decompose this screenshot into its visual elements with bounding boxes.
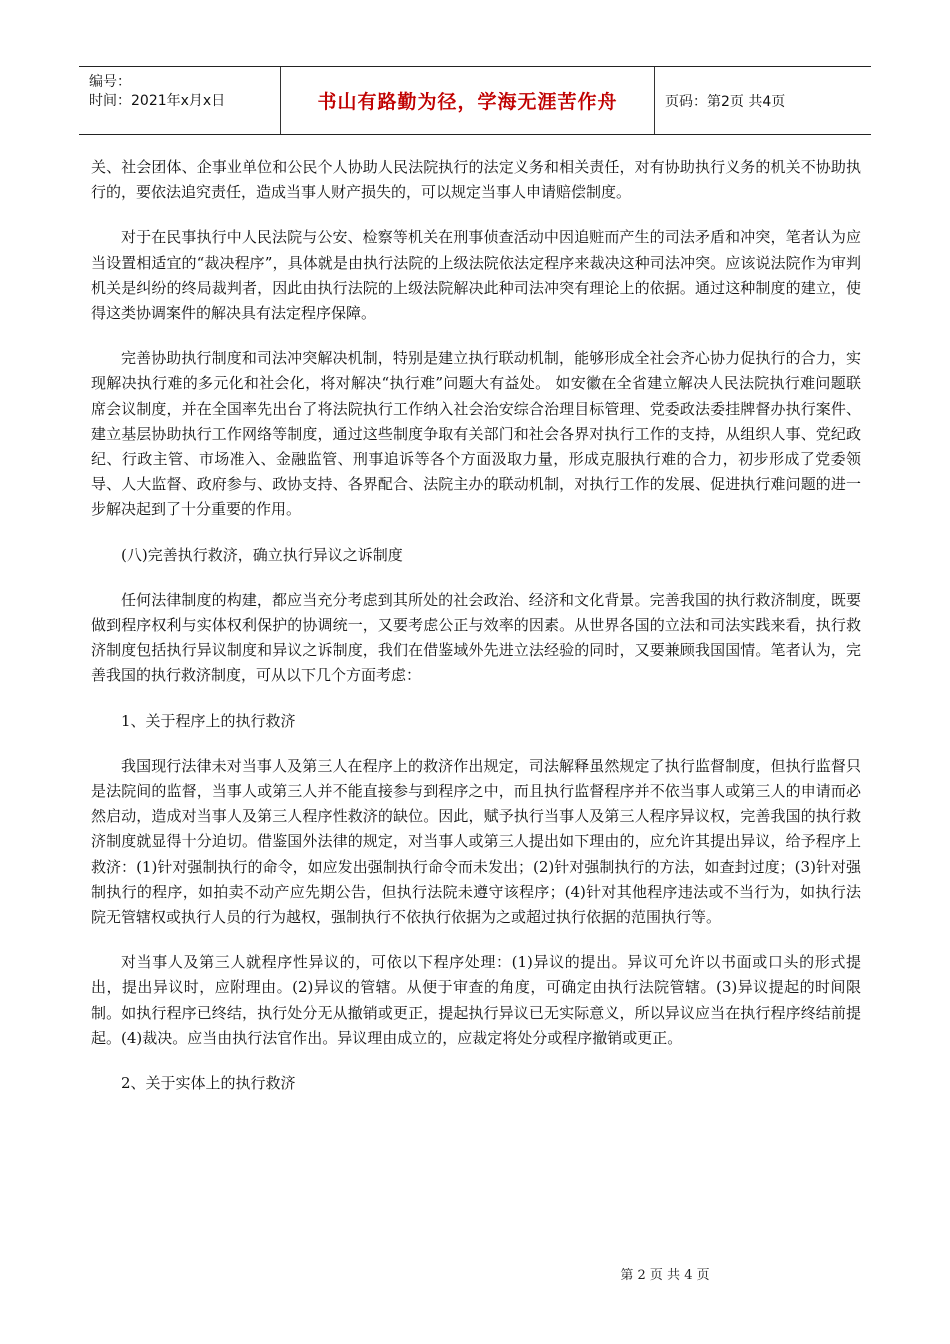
subsection-heading: 1、关于程序上的执行救济	[121, 711, 296, 730]
page-footer: 第 2 页 共 4 页	[620, 1268, 710, 1283]
paragraph: 对当事人及第三人就程序性异议的，可依以下程序处理：(1)异议的提出。异议可允许以书面或口头的形式提出，提出异议时，应附理由。(2)异议的管辖。从便于审查的角度，可确定由执行法院管辖。(3)异议提起的时间限制。如执行程序已终结，执行处分无从撤销或更正，提起执行异议已无实际意义，所以异议应当在执行程序终结前提起。(4)裁决。应当由执行法官作出。异议理由成立的，应裁定将处分或程序撤销或更正。	[91, 953, 861, 1047]
document-number-label: 编号：	[89, 74, 131, 90]
header-motto: 书山有路勤为径，学海无涯苦作舟	[281, 67, 655, 134]
section-heading: (八)完善执行救济，确立执行异议之诉制度	[121, 545, 403, 564]
header-meta	[79, 67, 281, 134]
paragraph: 完善协助执行制度和司法冲突解决机制，特别是建立执行联动机制，能够形成全社会齐心协力促执行的合力，实现解决执行难的多元化和社会化，将对解决“执行难”问题大有益处。 如安徽在全省建立解决人民法院执行难问题联席会议制度，并在全国率先出台了将法院执行工作纳入社会治安综合治理目标管理、党委政法委挂牌督办执行案件、建立基层协助执行工作网络等制度，通过这些制度争取有关部门和社会各界对执行工作的支持，从组织人事、党纪政纪、行政主管、市场准入、金融监管、刑事追诉等各个方面汲取力量，形成克服执行难的合力，初步形成了党委领导、人大监督、政府参与、政协支持、各界配合、法院主办的联动机制，对执行工作的发展、促进执行难问题的进一步解决起到了十分重要的作用。	[91, 349, 861, 519]
subsection-heading: 2、关于实体上的执行救济	[121, 1074, 296, 1093]
paragraph: 关、社会团体、企事业单位和公民个人协助人民法院执行的法定义务和相关责任，对有协助执行义务的机关不协助执行的，要依法追究责任，造成当事人财产损失的，可以规定当事人申请赔偿制度。	[91, 158, 861, 202]
document-body	[91, 155, 861, 1116]
paragraph: 我国现行法律未对当事人及第三人在程序上的救济作出规定，司法解释虽然规定了执行监督制度，但执行监督只是法院间的监督，当事人或第三人并不能直接参与到程序之中，而且执行监督程序并不依当事人或第三人的申请而必然启动，造成对当事人及第三人程序性救济的缺位。因此，赋予执行当事人及第三人程序异议权，完善我国的执行救济制度就显得十分迫切。借鉴国外法律的规定，对当事人或第三人提出如下理由的，应允许其提出异议，给予程序上救济：(1)针对强制执行的命令，如应发出强制执行命令而未发出；(2)针对强制执行的方法，如查封过度；(3)针对强制执行的程序，如拍卖不动产应先期公告，但执行法院未遵守该程序；(4)针对其他程序违法或不当行为，如执行法院无管辖权或执行人员的行为越权，强制执行不依执行依据为之或超过执行依据的范围执行等。	[91, 756, 861, 927]
page-header	[79, 66, 871, 135]
document-date-label: 时间：2021年x月x日	[89, 93, 226, 109]
header-page-number: 页码：第2页 共4页	[665, 93, 786, 110]
paragraph: 对于在民事执行中人民法院与公安、检察等机关在刑事侦查活动中因追赃而产生的司法矛盾和冲突，笔者认为应当设置相适宜的“裁决程序”，具体就是由执行法院的上级法院依法定程序来裁决这种司法冲突。应该说法院作为审判机关是纠纷的终局裁判者，因此由执行法院的上级法院解决此种司法冲突有理论上的依据。通过这种制度的建立，使得这类协调案件的解决具有法定程序保障。	[91, 228, 861, 323]
paragraph: 任何法律制度的构建，都应当充分考虑到其所处的社会政治、经济和文化背景。完善我国的执行救济制度，既要做到程序权利与实体权利保护的协调统一，又要考虑公正与效率的因素。从世界各国的立法和司法实践来看，执行救济制度包括执行异议制度和异议之诉制度，我们在借鉴域外先进立法经验的同时，又要兼顾我国国情。笔者认为，完善我国的执行救济制度，可从以下几个方面考虑：	[91, 590, 861, 685]
